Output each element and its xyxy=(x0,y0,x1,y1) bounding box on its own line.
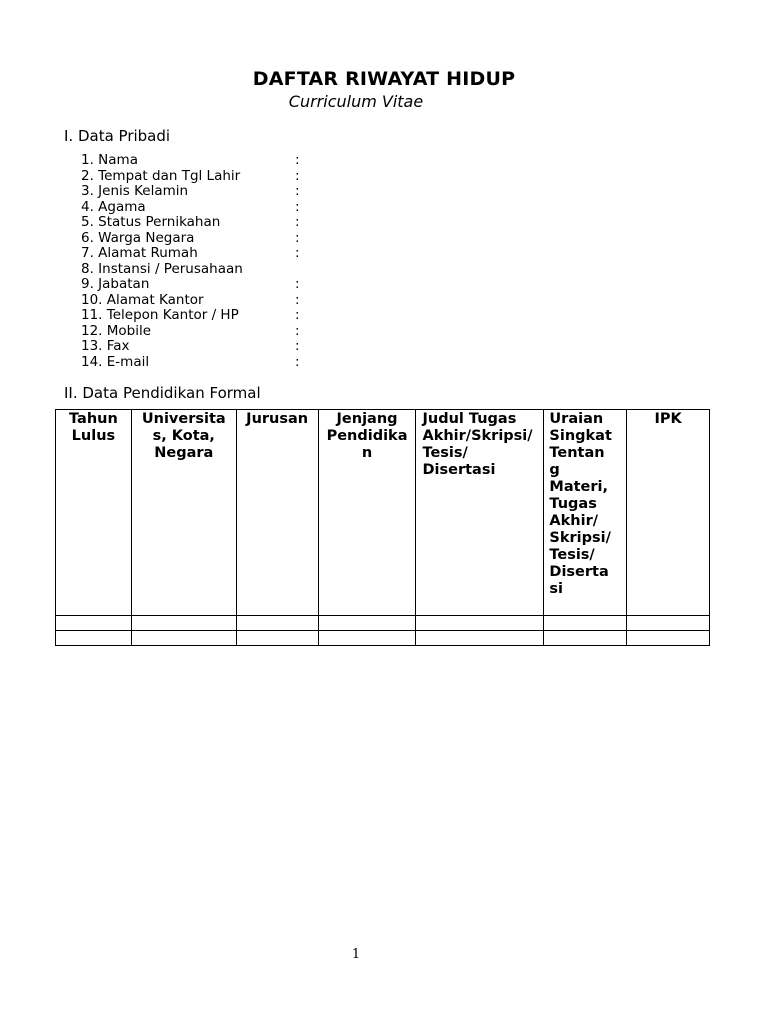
field-label: 13. Fax xyxy=(81,338,130,354)
field-separator: : xyxy=(295,214,300,230)
column-header-label: IPK xyxy=(654,411,682,427)
column-header-jenjang xyxy=(318,410,416,616)
field-jenis-kelamin xyxy=(81,184,311,200)
table-cell[interactable] xyxy=(56,631,132,646)
table-cell[interactable] xyxy=(56,616,132,631)
table-header-row xyxy=(56,410,710,616)
column-header-judul-tugas xyxy=(416,410,544,616)
field-label: 14. E-mail xyxy=(81,353,150,370)
table-cell[interactable] xyxy=(131,616,236,631)
table-cell[interactable] xyxy=(416,631,544,646)
field-label: 11. Telepon Kantor / HP xyxy=(81,307,239,323)
table-cell[interactable] xyxy=(544,616,627,631)
table-cell[interactable] xyxy=(236,616,318,631)
field-alamat-rumah xyxy=(81,246,311,262)
column-header-label: Jenjang Pendidika n xyxy=(326,411,408,461)
field-label: 1. Nama xyxy=(81,152,138,168)
field-alamat-kantor xyxy=(81,293,311,309)
table-cell[interactable] xyxy=(318,631,416,646)
column-header-label: Uraian Singkat Tentan g Materi, Tugas Akhir/ Skripsi/ Tesis/ Diserta si xyxy=(549,411,612,597)
personal-data-list xyxy=(81,153,311,370)
field-separator: : xyxy=(295,167,300,184)
table-cell[interactable] xyxy=(318,616,416,631)
field-label: 2. Tempat dan Tgl Lahir xyxy=(81,167,241,184)
field-label: 10. Alamat Kantor xyxy=(81,291,204,308)
field-separator: : xyxy=(295,338,300,354)
field-jabatan xyxy=(81,277,311,293)
field-separator: : xyxy=(295,152,300,168)
field-separator: : xyxy=(295,245,300,261)
section-heading-education: II. Data Pendidikan Formal xyxy=(64,384,261,402)
table-cell[interactable] xyxy=(131,631,236,646)
field-label: 7. Alamat Rumah xyxy=(81,245,198,261)
field-fax xyxy=(81,339,311,355)
column-header-label: Judul Tugas Akhir/Skripsi/ Tesis/ Disertasi xyxy=(422,411,533,478)
table-row xyxy=(56,616,710,631)
field-telepon-kantor xyxy=(81,308,311,324)
table-cell[interactable] xyxy=(627,616,710,631)
field-status-pernikahan xyxy=(81,215,311,231)
field-separator: : xyxy=(295,353,300,370)
column-header-label: Universita s, Kota, Negara xyxy=(141,411,226,461)
column-header-label: Jurusan xyxy=(246,411,309,427)
field-label: 9. Jabatan xyxy=(81,276,150,292)
field-separator: : xyxy=(295,307,300,323)
column-header-label: Tahun Lulus xyxy=(69,411,118,444)
field-nama xyxy=(81,153,311,169)
field-mobile xyxy=(81,324,311,340)
column-header-tahun-lulus xyxy=(56,410,132,616)
column-header-jurusan xyxy=(236,410,318,616)
table-cell[interactable] xyxy=(544,631,627,646)
page-subtitle: Curriculum Vitae xyxy=(288,92,424,111)
field-label: 5. Status Pernikahan xyxy=(81,214,221,230)
field-label: 8. Instansi / Perusahaan xyxy=(81,260,243,277)
field-separator: : xyxy=(295,183,300,199)
page-title: DAFTAR RIWAYAT HIDUP xyxy=(252,68,516,90)
field-separator: : xyxy=(295,229,300,246)
field-label: 12. Mobile xyxy=(81,322,152,339)
table-cell[interactable] xyxy=(627,631,710,646)
field-label: 6. Warga Negara xyxy=(81,229,195,246)
field-tempat-tgl-lahir xyxy=(81,169,311,185)
table-cell[interactable] xyxy=(416,616,544,631)
education-table xyxy=(55,409,710,646)
field-agama xyxy=(81,200,311,216)
page-number: 1 xyxy=(351,947,361,962)
field-separator: : xyxy=(295,276,300,292)
field-separator: : xyxy=(295,322,300,339)
section-heading-personal: I. Data Pribadi xyxy=(64,127,171,145)
column-header-uraian xyxy=(544,410,627,616)
field-warga-negara xyxy=(81,231,311,247)
field-instansi xyxy=(81,262,311,278)
field-label: 4. Agama xyxy=(81,198,146,215)
field-separator: : xyxy=(295,198,300,215)
column-header-universitas xyxy=(131,410,236,616)
field-email xyxy=(81,355,311,371)
column-header-ipk xyxy=(627,410,710,616)
table-row xyxy=(56,631,710,646)
field-label: 3. Jenis Kelamin xyxy=(81,183,189,199)
table-cell[interactable] xyxy=(236,631,318,646)
field-separator: : xyxy=(295,291,300,308)
